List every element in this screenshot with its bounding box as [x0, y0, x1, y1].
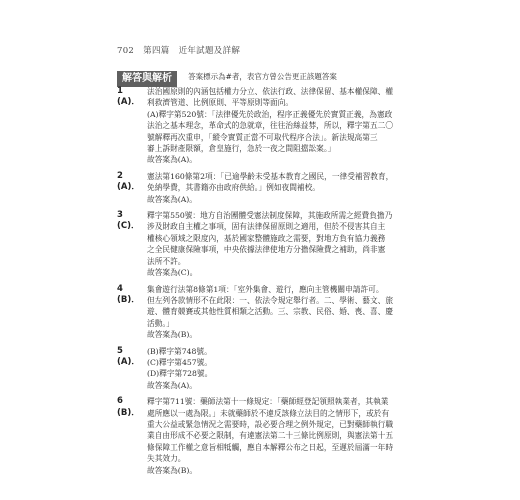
explanation-line: 釋字第711號：藥師法第十一條規定：「藥師經登記領照執業者，其執業: [147, 397, 389, 407]
answer-item: [117, 346, 417, 392]
explanation-line: 釋字第550號：地方自治團體受憲法制度保障，其施政所需之經費負擔乃: [147, 211, 393, 221]
explanation-line: 權核心領域之限度內，基於國家整體施政之需要，對地方負有協力義務: [147, 233, 386, 243]
explanation-line: 故答案為(C)。: [147, 268, 198, 278]
answer-number: 5 (A)．: [117, 345, 140, 367]
answer-explanation: [147, 284, 417, 341]
explanation-line: 重大公益或緊急情況之需要時，設必要合理之例外規定，已對藥師執行職: [147, 419, 394, 429]
answer-list: [117, 86, 417, 481]
explanation-line: 故答案為(A)。: [147, 380, 197, 390]
explanation-line: 法治之基本理念，革命式的急就章，往往治絲益棼，所以，釋字第五二〇: [147, 121, 394, 131]
explanation-line: 號解釋再次重申，「縱令實質正當不可取代程序合法」。新法規高第三: [147, 132, 378, 142]
explanation-line: 法所不許。: [147, 256, 186, 266]
explanation-line: 遊、體育競賽或其他性質相類之活動。三、宗教、民俗、婚、喪、喜、慶: [147, 307, 394, 317]
answer-explanation: [147, 171, 417, 205]
answer-explanation: [147, 210, 417, 278]
answer-number: 1 (A)．: [117, 86, 140, 108]
answer-item: [117, 171, 417, 205]
explanation-line: (B)釋字第748號。: [147, 346, 212, 356]
answer-item: [117, 86, 417, 166]
explanation-line: 之全民健康保險事項，中央依據法律使地方分擔保險費之補助，尚非憲: [147, 245, 386, 255]
explanation-line: 故答案為(B)。: [147, 465, 198, 475]
answer-number: 2 (A)．: [117, 170, 140, 193]
chapter-title: 近年試題及詳解: [178, 46, 241, 56]
answer-item: [117, 396, 417, 476]
explanation-line: (D)釋字第728號。: [147, 369, 213, 379]
explanation-line: 集會遊行法第8條第1項：「室外集會、遊行，應向主管機關申請許可。: [147, 284, 384, 294]
answer-explanation: [147, 86, 417, 166]
running-header: [117, 44, 246, 56]
explanation-line: 業自由形成不必要之限制，有違憲法第二十三條比例原則，與憲法第十五: [147, 431, 394, 441]
answer-number: 6 (B)．: [117, 396, 140, 418]
page-number: 702: [117, 46, 135, 56]
explanation-line: 審上訴財產限額，倉皇施行，急於一夜之間阻擋訟案。」: [147, 144, 336, 154]
explanation-line: 處所應以一處為限。」未就藥師於不違反該條立法目的之情形下，或於有: [147, 408, 390, 418]
answer-item: [117, 284, 417, 341]
explanation-line: 故答案為(A)。: [147, 155, 197, 165]
explanation-line: 憲法第160條第2項：「已逾學齡未受基本教育之國民，一律受補習教育，: [147, 171, 394, 181]
explanation-line: 但左列各款情形不在此限：一、依法令規定舉行者。二、學術、藝文、旅: [147, 295, 394, 305]
answer-explanation: [147, 346, 417, 392]
explanation-line: 條保障工作權之意旨相牴觸，應自本解釋公布之日起，至遲於屆滿一年時: [147, 442, 394, 452]
explanation-line: (C)釋字第457號。: [147, 357, 212, 367]
section-title: 解答與解析: [117, 71, 177, 87]
explanation-line: 活動。」: [147, 318, 174, 328]
explanation-line: 涉及財政自主權之事項，固有法律保留原則之適用，但於不侵害其自主: [147, 222, 386, 232]
section-header: [117, 66, 417, 82]
explanation-line: 利救濟管道、比例原則、平等原則等面向。: [147, 98, 294, 108]
answer-number: 4 (B)．: [117, 283, 140, 305]
explanation-line: 故答案為(A)。: [147, 194, 197, 204]
explanation-line: 法治國原則的內涵包括權力分立、依法行政、法律保留、基本權保障、權: [147, 87, 394, 96]
explanation-line: 免納學費，其書籍亦由政府供給。」例如夜間補校。: [147, 183, 320, 193]
explanation-line: (A)釋字第520號：「法律優先於政治，程序正義優先於實質正義，為憲政: [147, 109, 393, 119]
answer-number: 3 (C)．: [117, 210, 140, 232]
answer-item: [117, 210, 417, 278]
section-note: 答案標示為#者，表官方曾公告更正該題答案: [188, 72, 337, 81]
explanation-line: 失其效力。: [147, 454, 186, 464]
answer-explanation: [147, 396, 417, 476]
part-label: 第四篇: [143, 46, 170, 56]
explanation-line: 故答案為(B)。: [147, 330, 198, 340]
